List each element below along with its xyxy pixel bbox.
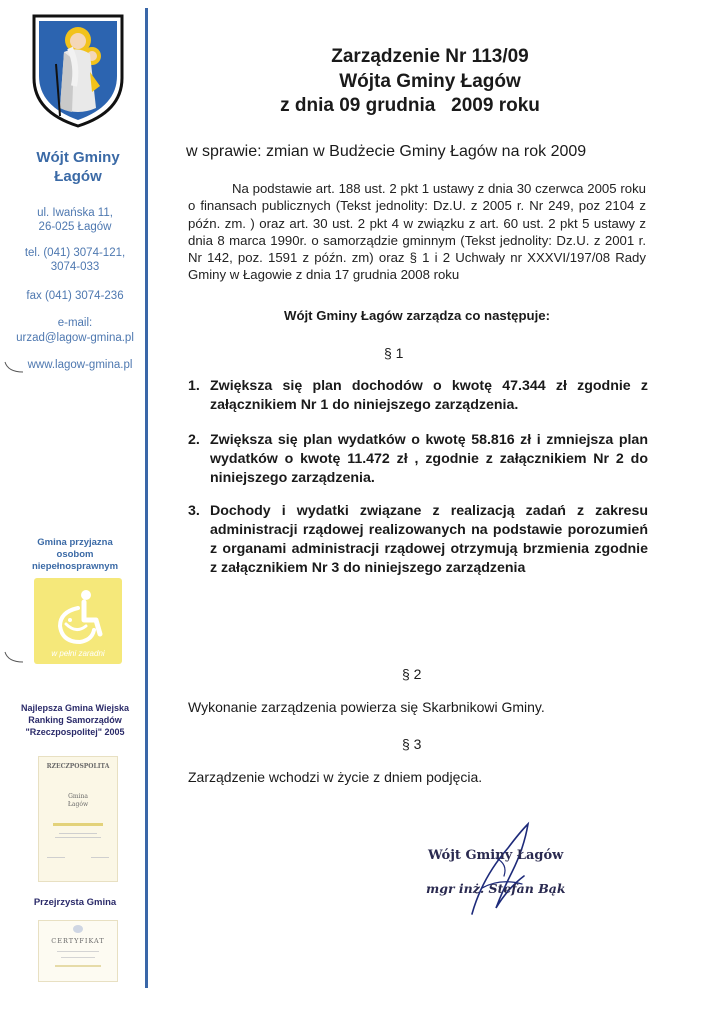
document-title-line2: Wójta Gminy Łagów xyxy=(339,71,521,92)
ranking-line2: Ranking Samorządów xyxy=(28,715,122,725)
section-1-label: § 1 xyxy=(384,345,404,361)
section-2-text: Wykonanie zarządzenia powierza się Skarbnikowi Gminy. xyxy=(188,699,545,715)
accessibility-line3: niepełnosprawnym xyxy=(31,561,119,572)
list-item-number: 2. xyxy=(188,432,200,448)
ranking-cert-line1: Gmina xyxy=(68,793,88,800)
list-item xyxy=(188,502,648,598)
signature-name: mgr inż. Stefan Bąk xyxy=(426,881,566,896)
legal-basis-text: Na podstawie art. 188 ust. 2 pkt 1 ustawy z dnia 30 czerwca 2005 roku o finansach publicznych (Tekst jednolity: Dz.U. z 2005 r. Nr 249, poz 2104 z późn. zm. ) oraz art. 30 ust. 2 pkt 4 w związku z art. 60 ust. 2 pkt 5 ustawy z dnia 8 marca 1990r. o samorządzie gminnym (Tekst jednolity: Dz.U. z 2001 r. Nr 142, poz. 1591 z późn. zm) oraz § 1 i 2 Uchwały nr XXXVI/197/08 Rady Gminy w Łagowie z dnia 17 grudnia 2008 roku xyxy=(188,181,646,283)
sidebar-divider xyxy=(145,8,148,988)
list-item-text: Zwiększa się plan dochodów o kwotę 47.344 zł zgodnie z załącznikiem Nr 1 do niniejszego zarządzenia. xyxy=(210,378,648,413)
transparent-cert-header: CERTYFIKAT xyxy=(51,937,105,945)
section-3-label: § 3 xyxy=(402,736,422,752)
phone xyxy=(4,246,146,274)
cert-line xyxy=(47,857,65,858)
cert-highlight xyxy=(55,965,101,967)
accessibility-badge xyxy=(34,578,122,664)
list-item-text: Zwiększa się plan wydatków o kwotę 58.816 zł i zmniejsza plan wydatków o kwotę 11.472 zł , zgodnie z załącznikiem Nr 2 do niniejszego zarządzenia. xyxy=(210,432,648,486)
address-line1: ul. Iwańska 11, xyxy=(37,207,113,219)
coat-of-arms-icon xyxy=(30,12,126,130)
signature-title: Wójt Gminy Łagów xyxy=(428,848,564,863)
handwritten-signature-icon xyxy=(412,818,582,918)
document-title-line1: Zarządzenie Nr 113/09 xyxy=(331,46,529,67)
wheelchair-smile-icon xyxy=(48,586,108,646)
document-subject: w sprawie: zmian w Budżecie Gminy Łagów na rok 2009 xyxy=(186,143,587,160)
office-title-line1: Wójt Gminy xyxy=(36,149,120,166)
decrees-line: Wójt Gminy Łagów zarządza co następuje: xyxy=(284,308,550,323)
website-link[interactable]: www.lagow-gmina.pl xyxy=(27,359,133,371)
accessibility-label xyxy=(4,537,146,573)
cert-line xyxy=(55,837,101,838)
ranking-cert-header: RZECZPOSPOLITA xyxy=(46,763,110,770)
list-item-number: 3. xyxy=(188,503,200,519)
bracket-decoration-icon xyxy=(4,650,24,664)
phone-line1: tel. (041) 3074-121, xyxy=(24,247,126,259)
ranking-label xyxy=(4,702,146,738)
accessibility-line1: Gmina przyjazna xyxy=(37,537,113,548)
accessibility-badge-caption: w pełni zaradni xyxy=(51,649,105,658)
cert-line xyxy=(57,951,99,952)
email-label: e-mail: xyxy=(57,317,93,329)
legal-basis-paragraph xyxy=(188,180,646,284)
address-line2: 26-025 Łagów xyxy=(38,221,112,233)
cert-emblem-icon xyxy=(73,925,83,933)
cert-line xyxy=(59,833,97,834)
cert-line xyxy=(91,857,109,858)
address xyxy=(4,206,146,234)
phone-line2: 3074-033 xyxy=(50,261,100,273)
section-2-label: § 2 xyxy=(402,666,422,682)
ranking-certificate xyxy=(38,756,118,882)
office-title-line2: Łagów xyxy=(54,168,102,185)
transparent-certificate xyxy=(38,920,118,982)
fax: fax (041) 3074-236 xyxy=(26,290,124,302)
list-item-text: Dochody i wydatki związane z realizacją zadań z zakresu administracji rządowej realizowanych na podstawie porozumień z organami administracji rządowej otrzymują brzmienia zgodnie z załącznikiem Nr 3 do niniejszego zarządzenia xyxy=(210,503,648,576)
office-title xyxy=(14,148,142,186)
list-item xyxy=(188,377,648,417)
accessibility-line2: osobom xyxy=(56,549,94,560)
transparent-gmina-label: Przejrzysta Gmina xyxy=(33,897,117,908)
ranking-line1: Najlepsza Gmina Wiejska xyxy=(21,703,129,713)
document-title-line3: z dnia 09 grudnia 2009 roku xyxy=(280,95,540,116)
cert-line xyxy=(61,957,95,958)
section-3-text: Zarządzenie wchodzi w życie z dniem podjęcia. xyxy=(188,769,483,785)
ranking-line3: "Rzeczpospolitej" 2005 xyxy=(25,727,125,737)
letterhead-sidebar xyxy=(0,0,146,1024)
list-item xyxy=(188,431,648,489)
cert-highlight xyxy=(53,823,103,826)
email-link[interactable]: urzad@lagow-gmina.pl xyxy=(16,332,134,344)
ranking-cert-line2: Łagów xyxy=(67,801,89,808)
list-item-number: 1. xyxy=(188,378,200,394)
